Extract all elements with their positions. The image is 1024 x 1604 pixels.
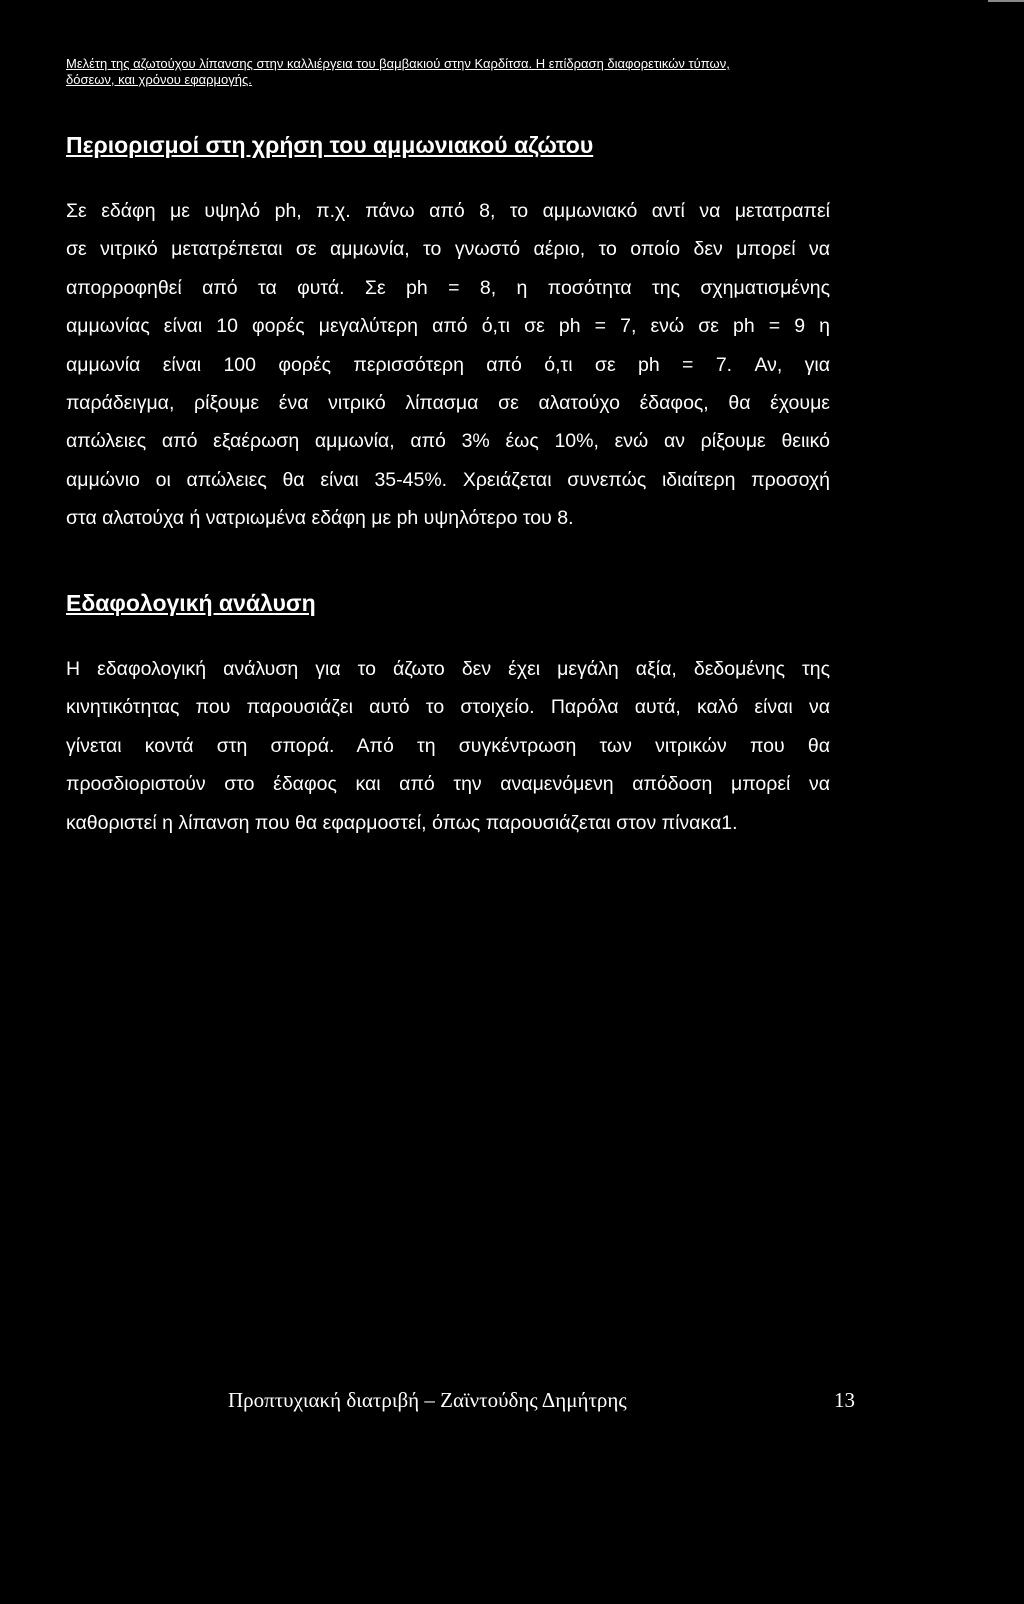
paragraph-line: στα αλατούχα ή νατριωμένα εδάφη με ph υψηλότερο του 8. xyxy=(66,507,574,530)
paragraph-line: σε νιτρικό μετατρέπεται σε αμμωνία, το γνωστό αέριο, το οποίο δεν μπορεί να xyxy=(66,238,830,261)
footer-thesis-credit: Προπτυχιακή διατριβή – Ζαϊντούδης Δημήτρης xyxy=(228,1388,627,1412)
page-number: 13 xyxy=(834,1388,855,1412)
paragraph-ammonium-limits xyxy=(66,192,830,538)
paragraph-line: προσδιοριστούν στο έδαφος και από την αναμενόμενη απόδοση μπορεί να xyxy=(66,773,830,796)
section-heading-ammonium-limits: Περιορισμοί στη χρήση του αμμωνιακού αζώτου xyxy=(66,132,594,158)
paragraph-line: αμμωνία είναι 100 φορές περισσότερη από ό,τι σε ph = 7. Αν, για xyxy=(66,353,830,376)
section-heading-soil-analysis: Εδαφολογική ανάλυση xyxy=(66,590,316,616)
paragraph-line: κινητικότητας που παρουσιάζει αυτό το στοιχείο. Παρόλα αυτά, καλό είναι να xyxy=(66,696,830,719)
paragraph-line: απώλειες από εξαέρωση αμμωνία, από 3% έως 10%, ενώ αν ρίξουμε θειικό xyxy=(66,430,830,453)
paragraph-line: αμμώνιο οι απώλειες θα είναι 35-45%. Χρειάζεται συνεπώς ιδιαίτερη προσοχή xyxy=(66,468,830,491)
running-header xyxy=(66,56,866,88)
top-edge-rule xyxy=(988,0,1024,2)
paragraph-line: παράδειγμα, ρίξουμε ένα νιτρικό λίπασμα σε αλατούχο έδαφος, θα έχουμε xyxy=(66,392,830,415)
paragraph-line: γίνεται κοντά στη σπορά. Από τη συγκέντρωση των νιτρικών που θα xyxy=(66,734,830,757)
paragraph-line: Σε εδάφη με υψηλό ph, π.χ. πάνω από 8, το αμμωνιακό αντί να μετατραπεί xyxy=(66,200,830,222)
paragraph-line: απορροφηθεί από τα φυτά. Σε ph = 8, η ποσότητα της σχηματισμένης xyxy=(66,276,830,299)
paragraph-line: καθοριστεί η λίπανση που θα εφαρμοστεί, όπως παρουσιάζεται στον πίνακα1. xyxy=(66,811,738,834)
running-header-line-2: δόσεων, και χρόνου εφαρμογής. xyxy=(66,72,252,87)
paragraph-line: αμμωνίας είναι 10 φορές μεγαλύτερη από ό,τι σε ph = 7, ενώ σε ph = 9 η xyxy=(66,315,830,338)
paragraph-line: Η εδαφολογική ανάλυση για το άζωτο δεν έχει μεγάλη αξία, δεδομένης της xyxy=(66,658,830,680)
running-header-line-1: Μελέτη της αζωτούχου λίπανσης στην καλλιέργεια του βαμβακιού στην Καρδίτσα. Η επίδραση διαφορετικών τύπων, xyxy=(66,56,730,71)
paragraph-soil-analysis xyxy=(66,650,830,842)
